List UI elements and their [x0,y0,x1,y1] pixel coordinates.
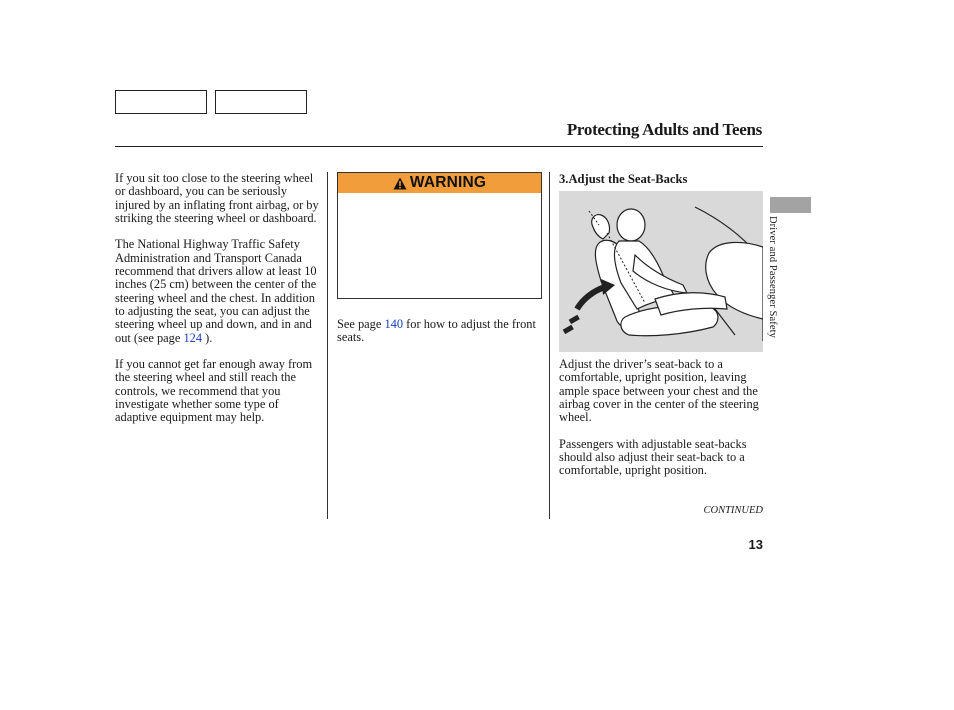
column-2-text-after: for how to adjust the front seats. [337,317,536,345]
section-heading: 3.Adjust the Seat-Backs [559,172,688,186]
column-1-paragraph-1: If you sit too close to the steering wheel or dashboard, you can be seriously injured by an inflating front airbag, or by striking the steering wheel or dashboard. [115,171,319,225]
page-number: 13 [748,537,763,552]
warning-box [337,172,542,299]
column-1-text [115,172,321,438]
column-1-paragraph-3: If you cannot get far enough away from the steering wheel and still reach the controls, we recommend that you investigate whether some type of adaptive equipment may help. [115,357,313,425]
column-2-text-before: See page [337,317,385,331]
seat-adjust-arrow-icon [563,279,615,334]
side-tab-label: Driver and Passenger Safety [767,216,778,338]
page-title: Protecting Adults and Teens [566,120,762,139]
column-3-paragraph-1: Adjust the driver’s seat-back to a comfortable, upright position, leaving ample space between your chest and the airbag cover in the center of the steering wheel. [559,357,759,425]
column-divider-1 [327,172,328,519]
column-2-text [337,318,542,358]
column-1-paragraph-2-text: The National Highway Traffic Safety Administration and Transport Canada recommend that drivers allow at least 10 inches (25 cm) between the center of the steering wheel and the chest. In addition to adjusting the seat, you can adjust the steering wheel up and down, and in and out (see page [115,237,317,345]
warning-triangle-icon [393,177,407,190]
column-2-paragraph [337,318,542,345]
title-rule [115,146,763,147]
column-3-paragraph-2: Passengers with adjustable seat-backs should also adjust their seat-back to a comfortable, upright position. [559,436,747,478]
page-link-140[interactable]: 140 [384,317,404,331]
page-link-124[interactable]: 124 [183,330,203,345]
nav-box-1[interactable] [115,90,207,114]
column-divider-2 [549,172,550,519]
warning-label: WARNING [409,174,487,191]
continued-label: CONTINUED [703,505,763,516]
column-1-paragraph-2 [115,238,321,344]
column-1-paragraph-2-end: ). [202,330,213,345]
seat-back-illustration [559,191,763,352]
column-3-text [559,358,759,491]
warning-header [338,173,541,193]
side-tab [770,197,811,213]
nav-box-2[interactable] [215,90,307,114]
